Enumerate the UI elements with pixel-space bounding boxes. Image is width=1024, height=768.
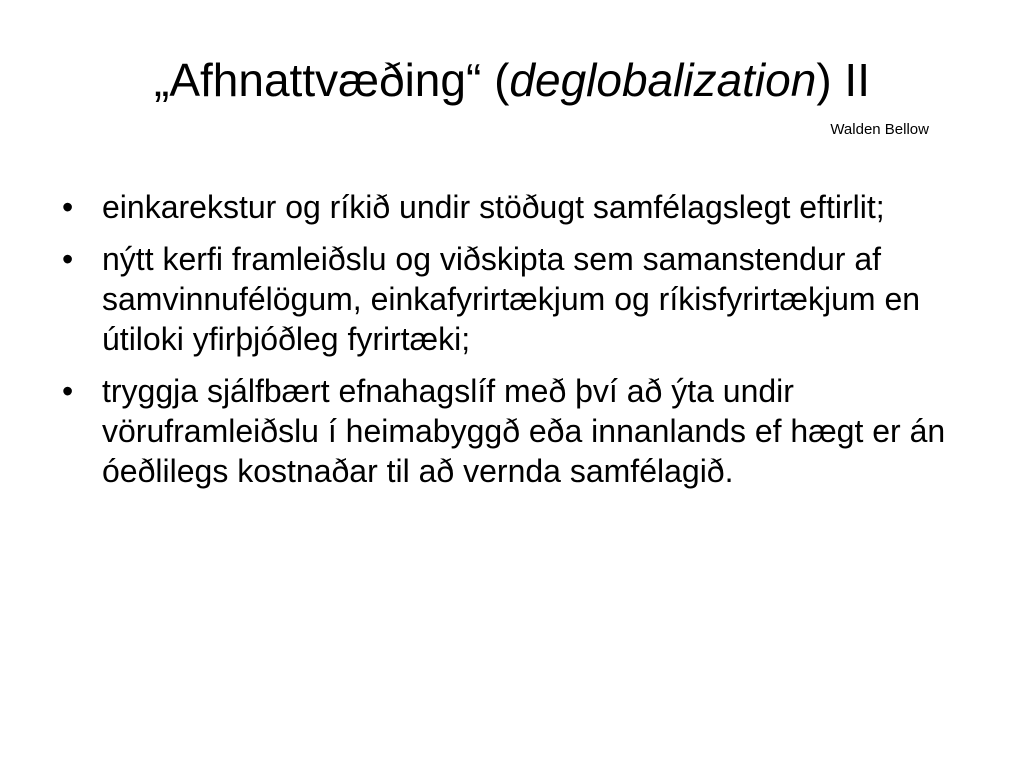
bullet-text: tryggja sjálfbært efnahagslíf með því að ýta undir vöruframleiðslu í heimabyggð eða innanlands ef hægt er án óeðlilegs kostnaðar til að vernda samfélagið. <box>102 373 946 489</box>
author-attribution: Walden Bellow <box>830 121 929 138</box>
title-part-2: ) II <box>816 54 870 106</box>
bullet-marker: • <box>62 241 74 277</box>
bullet-marker: • <box>62 373 74 409</box>
bullet-item <box>60 239 980 359</box>
bullet-list <box>60 187 980 503</box>
bullet-text: einkarekstur og ríkið undir stöðugt samfélagslegt eftirlit; <box>102 189 885 225</box>
bullet-text: nýtt kerfi framleiðslu og viðskipta sem samanstendur af samvinnufélögum, einkafyrirtækjum og ríkisfyrirtækjum en útiloki yfirþjóðleg fyrirtæki; <box>102 241 921 357</box>
slide-title <box>0 52 1024 108</box>
title-part-1: „Afhnattvæðing“ ( <box>154 54 510 106</box>
title-italic-term: deglobalization <box>509 54 817 106</box>
bullet-item <box>60 371 980 491</box>
bullet-marker: • <box>62 189 74 225</box>
bullet-item <box>60 187 980 227</box>
